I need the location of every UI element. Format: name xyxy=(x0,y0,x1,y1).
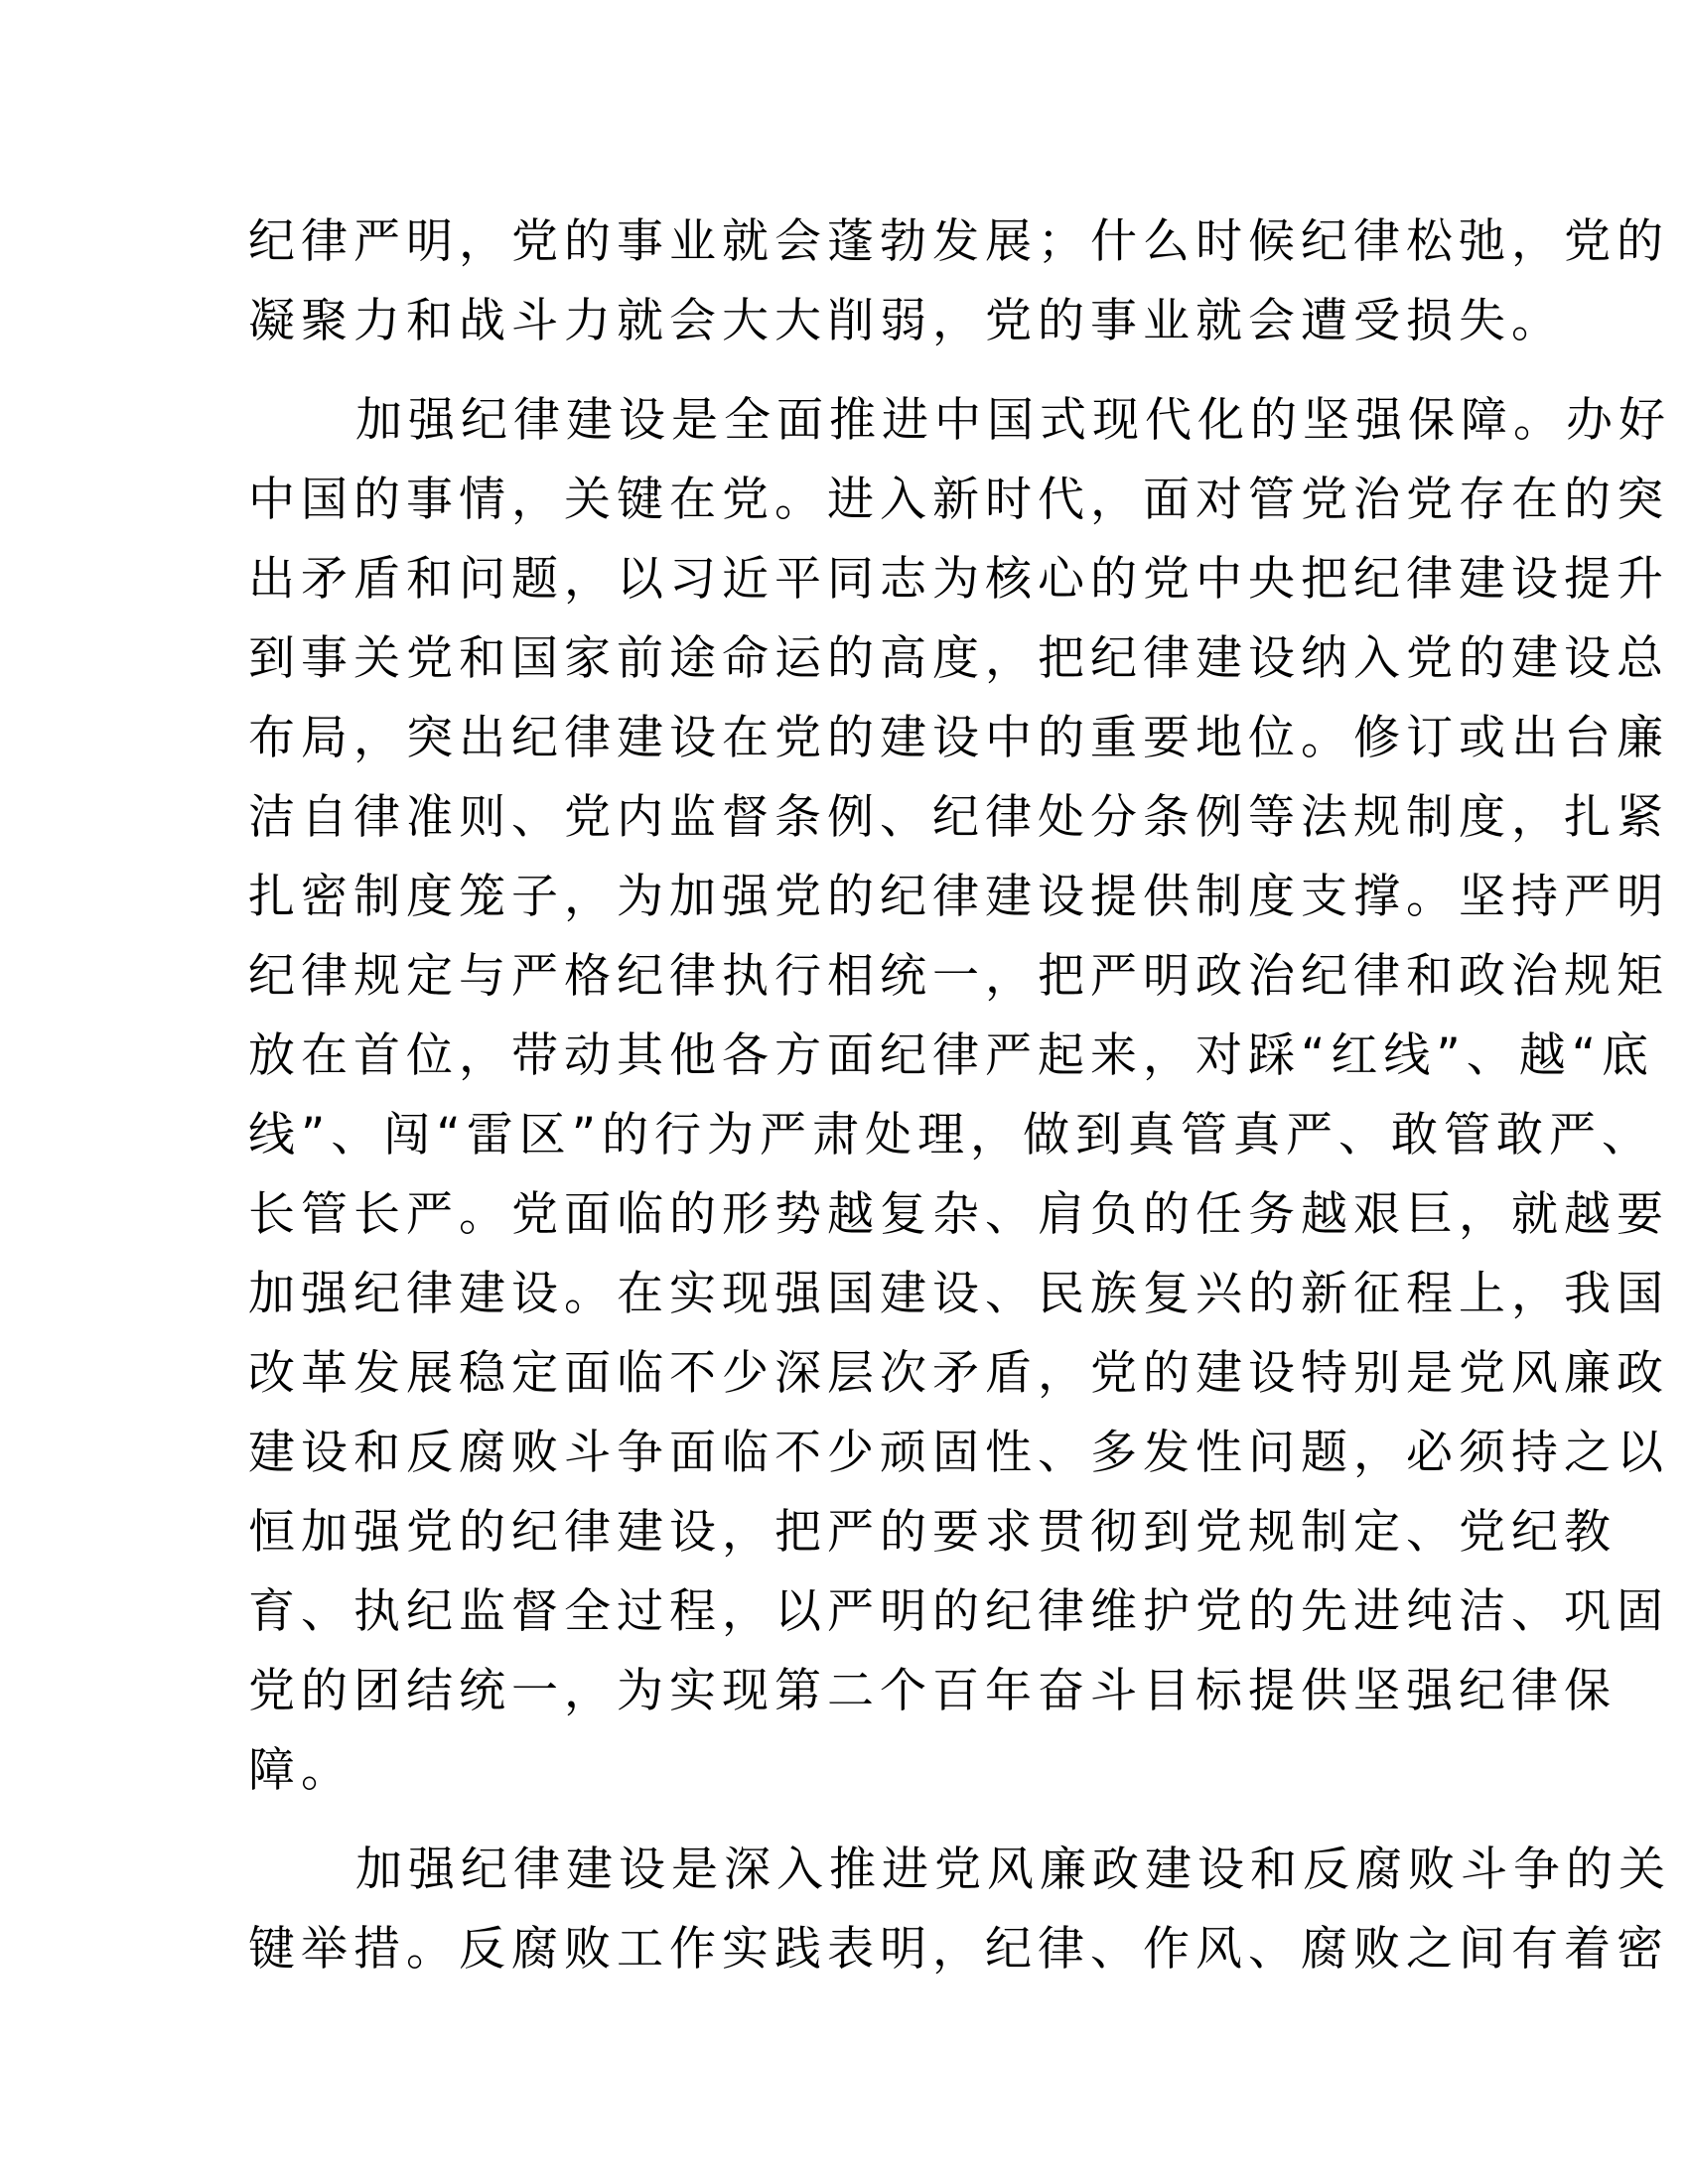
text-line: 育、执纪监督全过程，以严明的纪律维护党的先进纯洁、巩固 xyxy=(248,1584,1669,1639)
text-line: 线”、闯“雷区”的行为严肃处理，做到真管真严、敢管敢严、 xyxy=(248,1108,1655,1162)
text-line: 到事关党和国家前途命运的高度，把纪律建设纳入党的建设总 xyxy=(248,631,1669,686)
text-line: 恒加强党的纪律建设，把严的要求贯彻到党规制定、党纪教 xyxy=(248,1505,1617,1560)
text-line: 凝聚力和战斗力就会大大削弱，党的事业就会遭受损失。 xyxy=(248,294,1564,348)
body-text xyxy=(248,210,1671,1997)
text-line: 党的团结统一，为实现第二个百年奋斗目标提供坚强纪律保 xyxy=(248,1664,1617,1718)
paragraph-key-measure xyxy=(248,1839,1671,1997)
text-line: 布局，突出纪律建设在党的建设中的重要地位。修订或出台廉 xyxy=(248,711,1669,765)
text-line: 建设和反腐败斗争面临不少顽固性、多发性问题，必须持之以 xyxy=(248,1426,1669,1480)
text-line: 加强纪律建设是全面推进中国式现代化的坚强保障。办好 xyxy=(355,393,1671,448)
text-line: 放在首位，带动其他各方面纪律严起来，对踩“红线”、越“底 xyxy=(248,1028,1655,1083)
text-line: 出矛盾和问题，以习近平同志为核心的党中央把纪律建设提升 xyxy=(248,552,1669,607)
text-line: 纪律严明，党的事业就会蓬勃发展；什么时候纪律松弛，党的 xyxy=(248,214,1669,269)
paragraph-discipline-guarantee xyxy=(248,389,1671,1819)
text-line: 障。 xyxy=(248,1743,353,1798)
text-line: 改革发展稳定面临不少深层次矛盾，党的建设特别是党风廉政 xyxy=(248,1346,1669,1401)
text-line: 加强纪律建设是深入推进党风廉政建设和反腐败斗争的关 xyxy=(355,1843,1671,1897)
text-line: 洁自律准则、党内监督条例、纪律处分条例等法规制度，扎紧 xyxy=(248,790,1669,845)
text-line: 纪律规定与严格纪律执行相统一，把严明政治纪律和政治规矩 xyxy=(248,949,1669,1004)
paragraph-continuation xyxy=(248,210,1669,369)
text-line: 中国的事情，关键在党。进入新时代，面对管党治党存在的突 xyxy=(248,473,1669,527)
paragraph-spacing xyxy=(248,1819,1440,1839)
text-line: 扎密制度笼子，为加强党的纪律建设提供制度支撑。坚持严明 xyxy=(248,870,1669,924)
text-line: 长管长严。党面临的形势越复杂、肩负的任务越艰巨，就越要 xyxy=(248,1187,1669,1242)
text-line: 加强纪律建设。在实现强国建设、民族复兴的新征程上，我国 xyxy=(248,1267,1669,1321)
text-line: 键举措。反腐败工作实践表明，纪律、作风、腐败之间有着密 xyxy=(248,1922,1669,1977)
paragraph-spacing xyxy=(248,369,1440,389)
